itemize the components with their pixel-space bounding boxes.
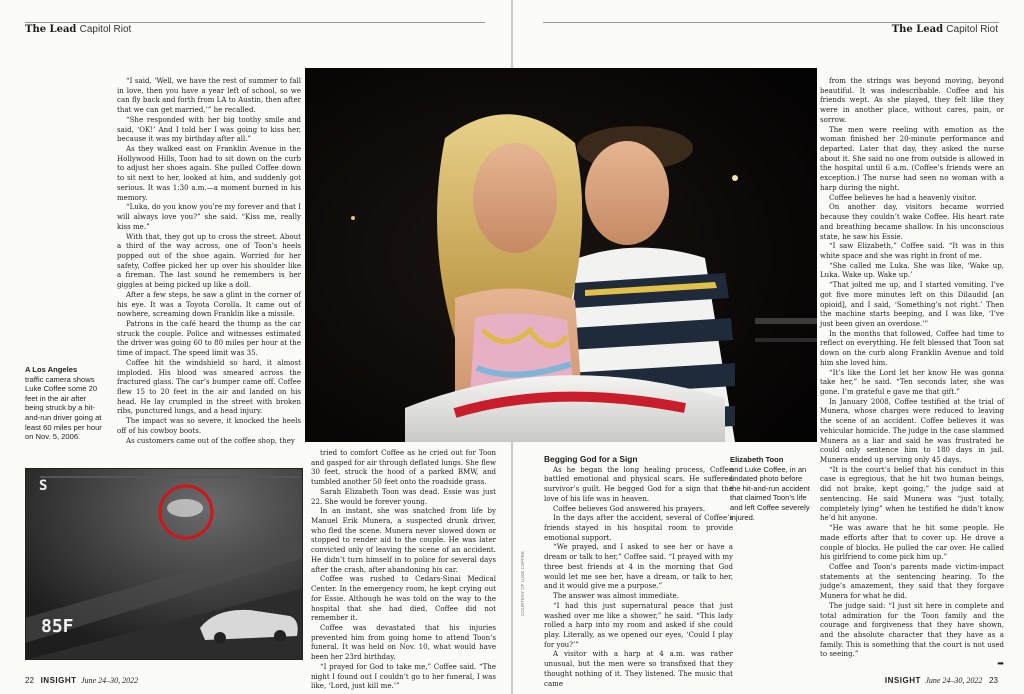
article-paragraph: “I prayed for God to take me,” Coffee said. “The night I found out I couldn’t go to her funeral, I was like, ‘Lord, just kill me.’” bbox=[311, 661, 496, 691]
article-column-4 bbox=[820, 76, 1004, 669]
caption-title: Elizabeth Toon bbox=[730, 455, 784, 464]
article-paragraph: “He was aware that he hit some people. He made efforts after that to cover up. He drove a couple of blocks. He pulled the car over. He called his girlfriend to come pick him up.” bbox=[820, 523, 1004, 562]
article-paragraph: As he began the long healing process, Coffee battled emotional and physical scars. He suffered survivor’s guilt. He begged God for a sign that the love of his life was in heaven. bbox=[544, 464, 733, 503]
article-paragraph: from the strings was beyond moving, beyond beautiful. It was indescribable. Coffee and his friends wept. As she played, they felt like they were in another place, without cares, pain, or sorrow. bbox=[820, 76, 1004, 124]
issue-date: June 24–30, 2022 bbox=[80, 676, 139, 685]
caption-text: traffic camera shows Luke Coffee some 20 feet in the air after being struck by a hit-and-run driver going at least 60 miles per hour on Nov. 5, 2006. bbox=[25, 374, 102, 442]
footer-right bbox=[885, 676, 998, 685]
photo-credit: COURTESY OF LUKE COFFEE bbox=[520, 551, 525, 616]
article-paragraph: Coffee hit the windshield so hard, it almost imploded. His blood was smeared across the fractured glass. The car’s bumper came off. Coffee flew 15 to 20 feet in the air and landed on his head. He lay crumpled in the street with broken ribs, punctured lungs, and a head injury. bbox=[117, 357, 301, 416]
article-column-3 bbox=[544, 455, 733, 688]
article-paragraph: “She responded with her big toothy smile and said, ‘OK!’ And I told her I was going to kiss her, because it was my birthday after all.” bbox=[117, 114, 301, 144]
issue-date: June 24–30, 2022 bbox=[925, 676, 983, 685]
article-paragraph: In the days after the accident, several of Coffee’s friends stayed in his hospital room to provide emotional support. bbox=[544, 513, 733, 542]
camera-label-top: S bbox=[39, 478, 48, 494]
couple-photo bbox=[305, 68, 817, 442]
footer-left bbox=[25, 676, 138, 685]
article-paragraph: “I saw Elizabeth,” Coffee said. “It was in this white space and she was right in front of me. bbox=[820, 241, 1004, 260]
caption-text: and Luke Coffee, in an undated photo before the hit-and-run accident that claimed Toon’s life and left Coffee severely injured. bbox=[730, 464, 810, 522]
article-paragraph: A visitor with a harp at 4 a.m. was rather unusual, but the men were so transfixed that they thought nothing of it. They listened. The music that came bbox=[544, 649, 733, 688]
subsection-name: Capitol Riot bbox=[79, 24, 132, 35]
article-paragraph: On another day, visitors became worried because they couldn’t wake Coffee. His heart rate and breathing became shallow. In his unconscious state, he saw his Essie. bbox=[820, 202, 1004, 241]
running-head-left bbox=[25, 24, 131, 35]
article-paragraph: After a few steps, he saw a glint in the corner of his eye. It was a Toyota Corolla. It came out of nowhere, screaming down Franklin like a missile. bbox=[117, 289, 301, 319]
header-rule bbox=[543, 22, 999, 23]
article-paragraph: As they walked east on Franklin Avenue in the Hollywood Hills, Toon had to sit down on the curb to adjust her shoes again. She pulled Coffee down to sit next to her, looked at him, and suddenly got serious. It was 1:30 a.m.—a moment burned in his memory. bbox=[117, 144, 301, 202]
article-paragraph: Coffee was rushed to Cedars-Sinai Medical Center. In the emergency room, he kept crying out for Essie. Although he was told on the way to the hospital that she had died, Coffee did not remember it. bbox=[311, 574, 496, 623]
article-paragraph: Sarah Elizabeth Toon was dead. Essie was just 22. She would be forever young. bbox=[311, 486, 496, 506]
section-name: The Lead bbox=[25, 24, 77, 35]
article-paragraph: “She called me Luka. She was like, ‘Wake up, Luka. Wake up. Wake up.’ bbox=[820, 260, 1004, 280]
page-number: 23 bbox=[989, 676, 998, 685]
article-paragraph: “It is the court’s belief that his conduct in this case is egregious, that he hit two human beings, did not brake, kept going,” the judge said at sentencing. He said Munera was “just totally, completely lying” when he testified he didn’t know he’d hit anyone. bbox=[820, 464, 1004, 523]
article-column-2 bbox=[311, 448, 496, 691]
camera-label-bottom: 85F bbox=[41, 616, 74, 637]
caption-title: A Los Angeles bbox=[25, 365, 78, 374]
magazine-name: INSIGHT bbox=[884, 676, 921, 685]
article-paragraph: With that, they got up to cross the street. About a third of the way across, one of Toon’s heels popped out of the shoe again. Worried for her safety, Coffee picked her up over his shoulder like a fireman. The last sound he remembers is her giggles at being picked up like a doll. bbox=[117, 231, 301, 290]
article-paragraph: “We prayed, and I asked to see her or have a dream or talk to her,” Coffee said. “I prayed with my three best friends at 4 in the morning that God would let me see her, have a dream, or talk to her, and it would give me a purpose.” bbox=[544, 542, 733, 591]
couple-photo-image bbox=[305, 68, 817, 442]
article-paragraph: The answer was almost immediate. bbox=[553, 591, 679, 601]
article-paragraph: “I said, ‘Well, we have the rest of summer to fall in love, then you have a year left of school, so we can fly back and forth from LA to Austin, then after that we can get married,’” he recalled. bbox=[117, 76, 301, 115]
article-paragraph: Coffee and Toon’s parents made victim-impact statements at the sentencing hearing. To the judge’s amazement, they said that they forgave Munera for what he did. bbox=[820, 561, 1004, 601]
article-paragraph: Coffee believes he had a heavenly visitor. bbox=[829, 192, 977, 202]
section-name: The Lead bbox=[891, 24, 944, 35]
page-number: 22 bbox=[25, 676, 34, 685]
section-subhead: Begging God for a Sign bbox=[544, 454, 638, 464]
article-paragraph: Coffee believes God answered his prayers. bbox=[553, 503, 706, 513]
article-paragraph: Patrons in the café heard the thump as the car struck the couple. Police and witnesses estimated the driver was going 60 to 80 miles per hour at the time of impact. The speed limit was 35. bbox=[117, 318, 301, 358]
article-paragraph: In January 2008, Coffee testified at the trial of Munera, whose charges were reduced to leaving the scene of an accident. Coffee believes it was vehicular homicide. The judge in the case slammed Munera as a liar and said he was frustrated he could only sentence him to 180 days in jail. Munera ended up serving only 45 days. bbox=[820, 396, 1004, 465]
article-paragraph: The impact was so severe, it knocked the heels off of his cowboy boots. bbox=[117, 416, 301, 435]
photo-caption-couple bbox=[730, 455, 810, 522]
photo-caption-camera bbox=[25, 365, 105, 442]
article-paragraph: In the months that followed, Coffee had time to reflect on everything. He felt blessed that Toon sat down on the curb along Franklin Avenue and told him she loved him. bbox=[820, 328, 1004, 367]
article-paragraph: “It’s like the Lord let her know He was gonna take her,” he said. “Ten seconds later, she was gone. I’m grateful e gave me that gift.” bbox=[820, 367, 1004, 396]
article-paragraph: The men were reeling with emotion as the woman finished her 20-minute performance and departed. Later that day, they asked the nurse about it. She said no one from outside is allowed in the hospital until 6 a.m. (Coffee’s friends were an exception.) The nurse had seen no woman with a harp during the night. bbox=[820, 124, 1004, 192]
article-paragraph: “I had this just supernatural peace that just washed over me like a shower,” he said. “This lady rolled a harp into my room and asked if she could play. Literally, as we opened our eyes, ‘Could I play for you?’” bbox=[544, 600, 733, 649]
magazine-name: INSIGHT bbox=[40, 676, 77, 685]
article-column-1 bbox=[117, 76, 301, 445]
header-rule bbox=[25, 22, 485, 23]
continued-arrow-icon: ➡ bbox=[997, 659, 1004, 669]
article-paragraph: In an instant, she was snatched from life by Manuel Erik Munera, a suspected drunk driver, who fled the scene. Munera never slowed down or stopped to render aid to the couple. He was later convicted only of leaving the scene of an accident. He didn’t turn himself in to police for several days after the crash, after abandoning his car. bbox=[311, 506, 496, 574]
article-paragraph: The judge said: “I just sit here in complete and total admiration for the Toon family and the courage and forgiveness that they have shown, and the absolute character that they have as a family. This is something that the court is not used to seeing.” bbox=[820, 600, 1004, 659]
running-head-right bbox=[892, 24, 998, 35]
article-paragraph: Coffee was devastated that his injuries prevented him from going home to attend Toon’s funeral. It was held on Nov. 10, what would have been her 23rd birthday. bbox=[311, 622, 496, 662]
article-paragraph: “Luka, do you know you’re my forever and that I will always love you?” she said. “Kiss me, really kiss me.” bbox=[117, 202, 301, 231]
traffic-camera-image bbox=[25, 468, 303, 660]
article-paragraph: tried to comfort Coffee as he cried out for Toon and gasped for air through deflated lungs. She flew 30 feet, struck the hood of a parked BMW, and tumbled another 50 feet onto the roadside grass. bbox=[311, 448, 496, 487]
article-paragraph: “That jolted me up, and I started vomiting. I’ve got five more minutes left on this Dilaudid [an opioid], and I said, ‘Something’s not right.’ Then the machine starts beeping, and I was like, ‘I’ve just been given an overdose.’” bbox=[820, 280, 1004, 328]
article-paragraph: As customers came out of the coffee shop, they bbox=[126, 435, 295, 445]
subsection-name: Capitol Riot bbox=[946, 24, 998, 35]
